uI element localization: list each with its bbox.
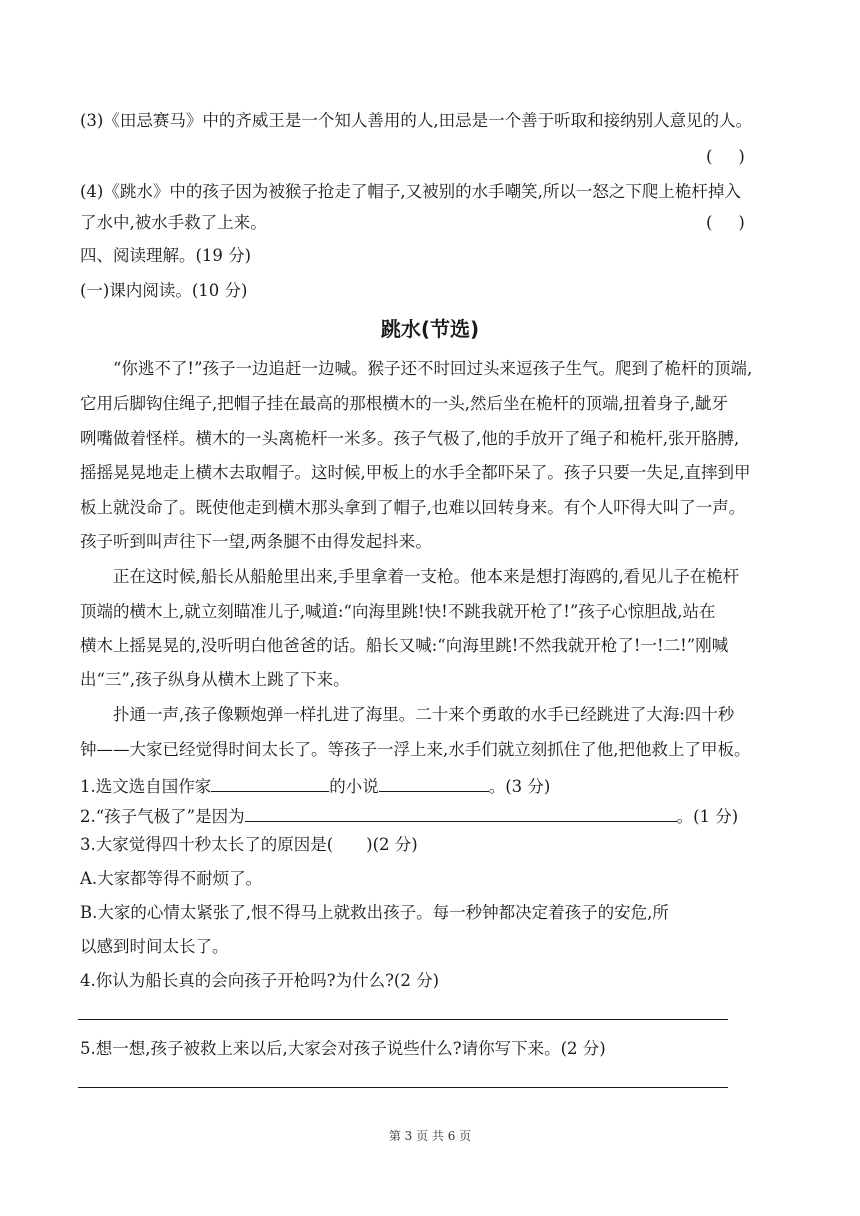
- judgement-item-4-line2: 了水中,被水手救了上来。: [80, 213, 267, 232]
- answer-blank-reason[interactable]: [245, 803, 677, 822]
- section-heading: 四、阅读理解。(19 分): [80, 246, 252, 265]
- question-4: 4.你认为船长真的会向孩子开枪吗?为什么?(2 分): [80, 971, 440, 990]
- question-3-option-a: A.大家都等得不耐烦了。: [80, 869, 263, 888]
- sub-section-heading: (一)课内阅读。(10 分): [80, 281, 248, 300]
- answer-line-q5[interactable]: [78, 1087, 728, 1088]
- question-3: 3.大家觉得四十秒太长了的原因是( )(2 分): [80, 835, 418, 854]
- question-2: [80, 803, 780, 828]
- page-number: 第 3 页 共 6 页: [388, 1129, 472, 1143]
- question-5: 5.想一想,孩子被救上来以后,大家会对孩子说些什么?请你写下来。(2 分): [80, 1039, 606, 1058]
- passage-line: 钟——大家已经觉得时间太长了。等孩子一浮上来,水手们就立刻抓住了他,把他救上了甲板。: [80, 740, 751, 759]
- question-2-text-a: 2.“孩子气极了”是因为: [80, 807, 245, 826]
- question-1: [80, 773, 780, 798]
- question-1-text-b: 的小说: [329, 777, 379, 796]
- passage-line: 扑通一声,孩子像颗炮弹一样扎进了海里。二十来个勇敢的水手已经跳进了大海:四十秒: [113, 705, 735, 724]
- question-3-option-b-line1: B.大家的心情太紧张了,恨不得马上就救出孩子。每一秒钟都决定着孩子的安危,所: [80, 903, 669, 922]
- passage-line: 摇摇晃晃地走上横木去取帽子。这时候,甲板上的水手全都吓呆了。孩子只要一失足,直摔到甲: [80, 463, 751, 482]
- judgement-item-3: (3)《田忌赛马》中的齐威王是一个知人善用的人,田忌是一个善于听取和接纳别人意见的人。: [80, 111, 753, 130]
- passage-line: 顶端的横木上,就立刻瞄准儿子,喊道:“向海里跳!快!不跳我就开枪了!”孩子心惊胆战,站在: [80, 602, 716, 621]
- passage-line: 它用后脚钩住绳子,把帽子挂在最高的那根横木的一头,然后坐在桅杆的顶端,扭着身子,龇牙: [80, 394, 728, 413]
- passage-line: 出“三”,孩子纵身从横木上跳了下来。: [80, 670, 350, 689]
- answer-blank-author[interactable]: [211, 773, 329, 792]
- answer-parentheses: (): [706, 213, 771, 232]
- judgement-item-4-line1: (4)《跳水》中的孩子因为被猴子抢走了帽子,又被别的水手嘲笑,所以一怒之下爬上桅杆掉入: [80, 182, 741, 201]
- passage-line: “你逃不了!”孩子一边追赶一边喊。猴子还不时回过头来逗孩子生气。爬到了桅杆的顶端,: [113, 359, 753, 378]
- passage-line: 孩子听到叫声往下一望,两条腿不由得发起抖来。: [80, 532, 432, 551]
- question-1-text-a: 1.选文选自国作家: [80, 777, 212, 796]
- passage-line: 板上就没命了。既使他走到横木那头拿到了帽子,也难以回转身来。有个人吓得大叫了一声。: [80, 498, 746, 517]
- passage-line: 咧嘴做着怪样。横木的一头离桅杆一米多。孩子气极了,他的手放开了绳子和桅杆,张开胳膊,: [80, 429, 740, 448]
- question-2-text-b: 。(1 分): [676, 807, 739, 826]
- question-3-option-b-line2: 以感到时间太长了。: [80, 937, 229, 956]
- passage-line: 正在这时候,船长从船舱里出来,手里拿着一支枪。他本来是想打海鸥的,看见儿子在桅杆: [113, 567, 740, 586]
- passage-line: 横木上摇晃晃的,没听明白他爸爸的话。船长又喊:“向海里跳!不然我就开枪了!一!二!”刚喊: [80, 636, 729, 655]
- answer-parentheses: (): [706, 147, 771, 166]
- answer-line-q4[interactable]: [78, 1019, 728, 1020]
- answer-blank-title[interactable]: [379, 773, 489, 792]
- question-1-text-c: 。(3 分): [488, 777, 551, 796]
- passage-title: 跳水(节选): [380, 317, 480, 341]
